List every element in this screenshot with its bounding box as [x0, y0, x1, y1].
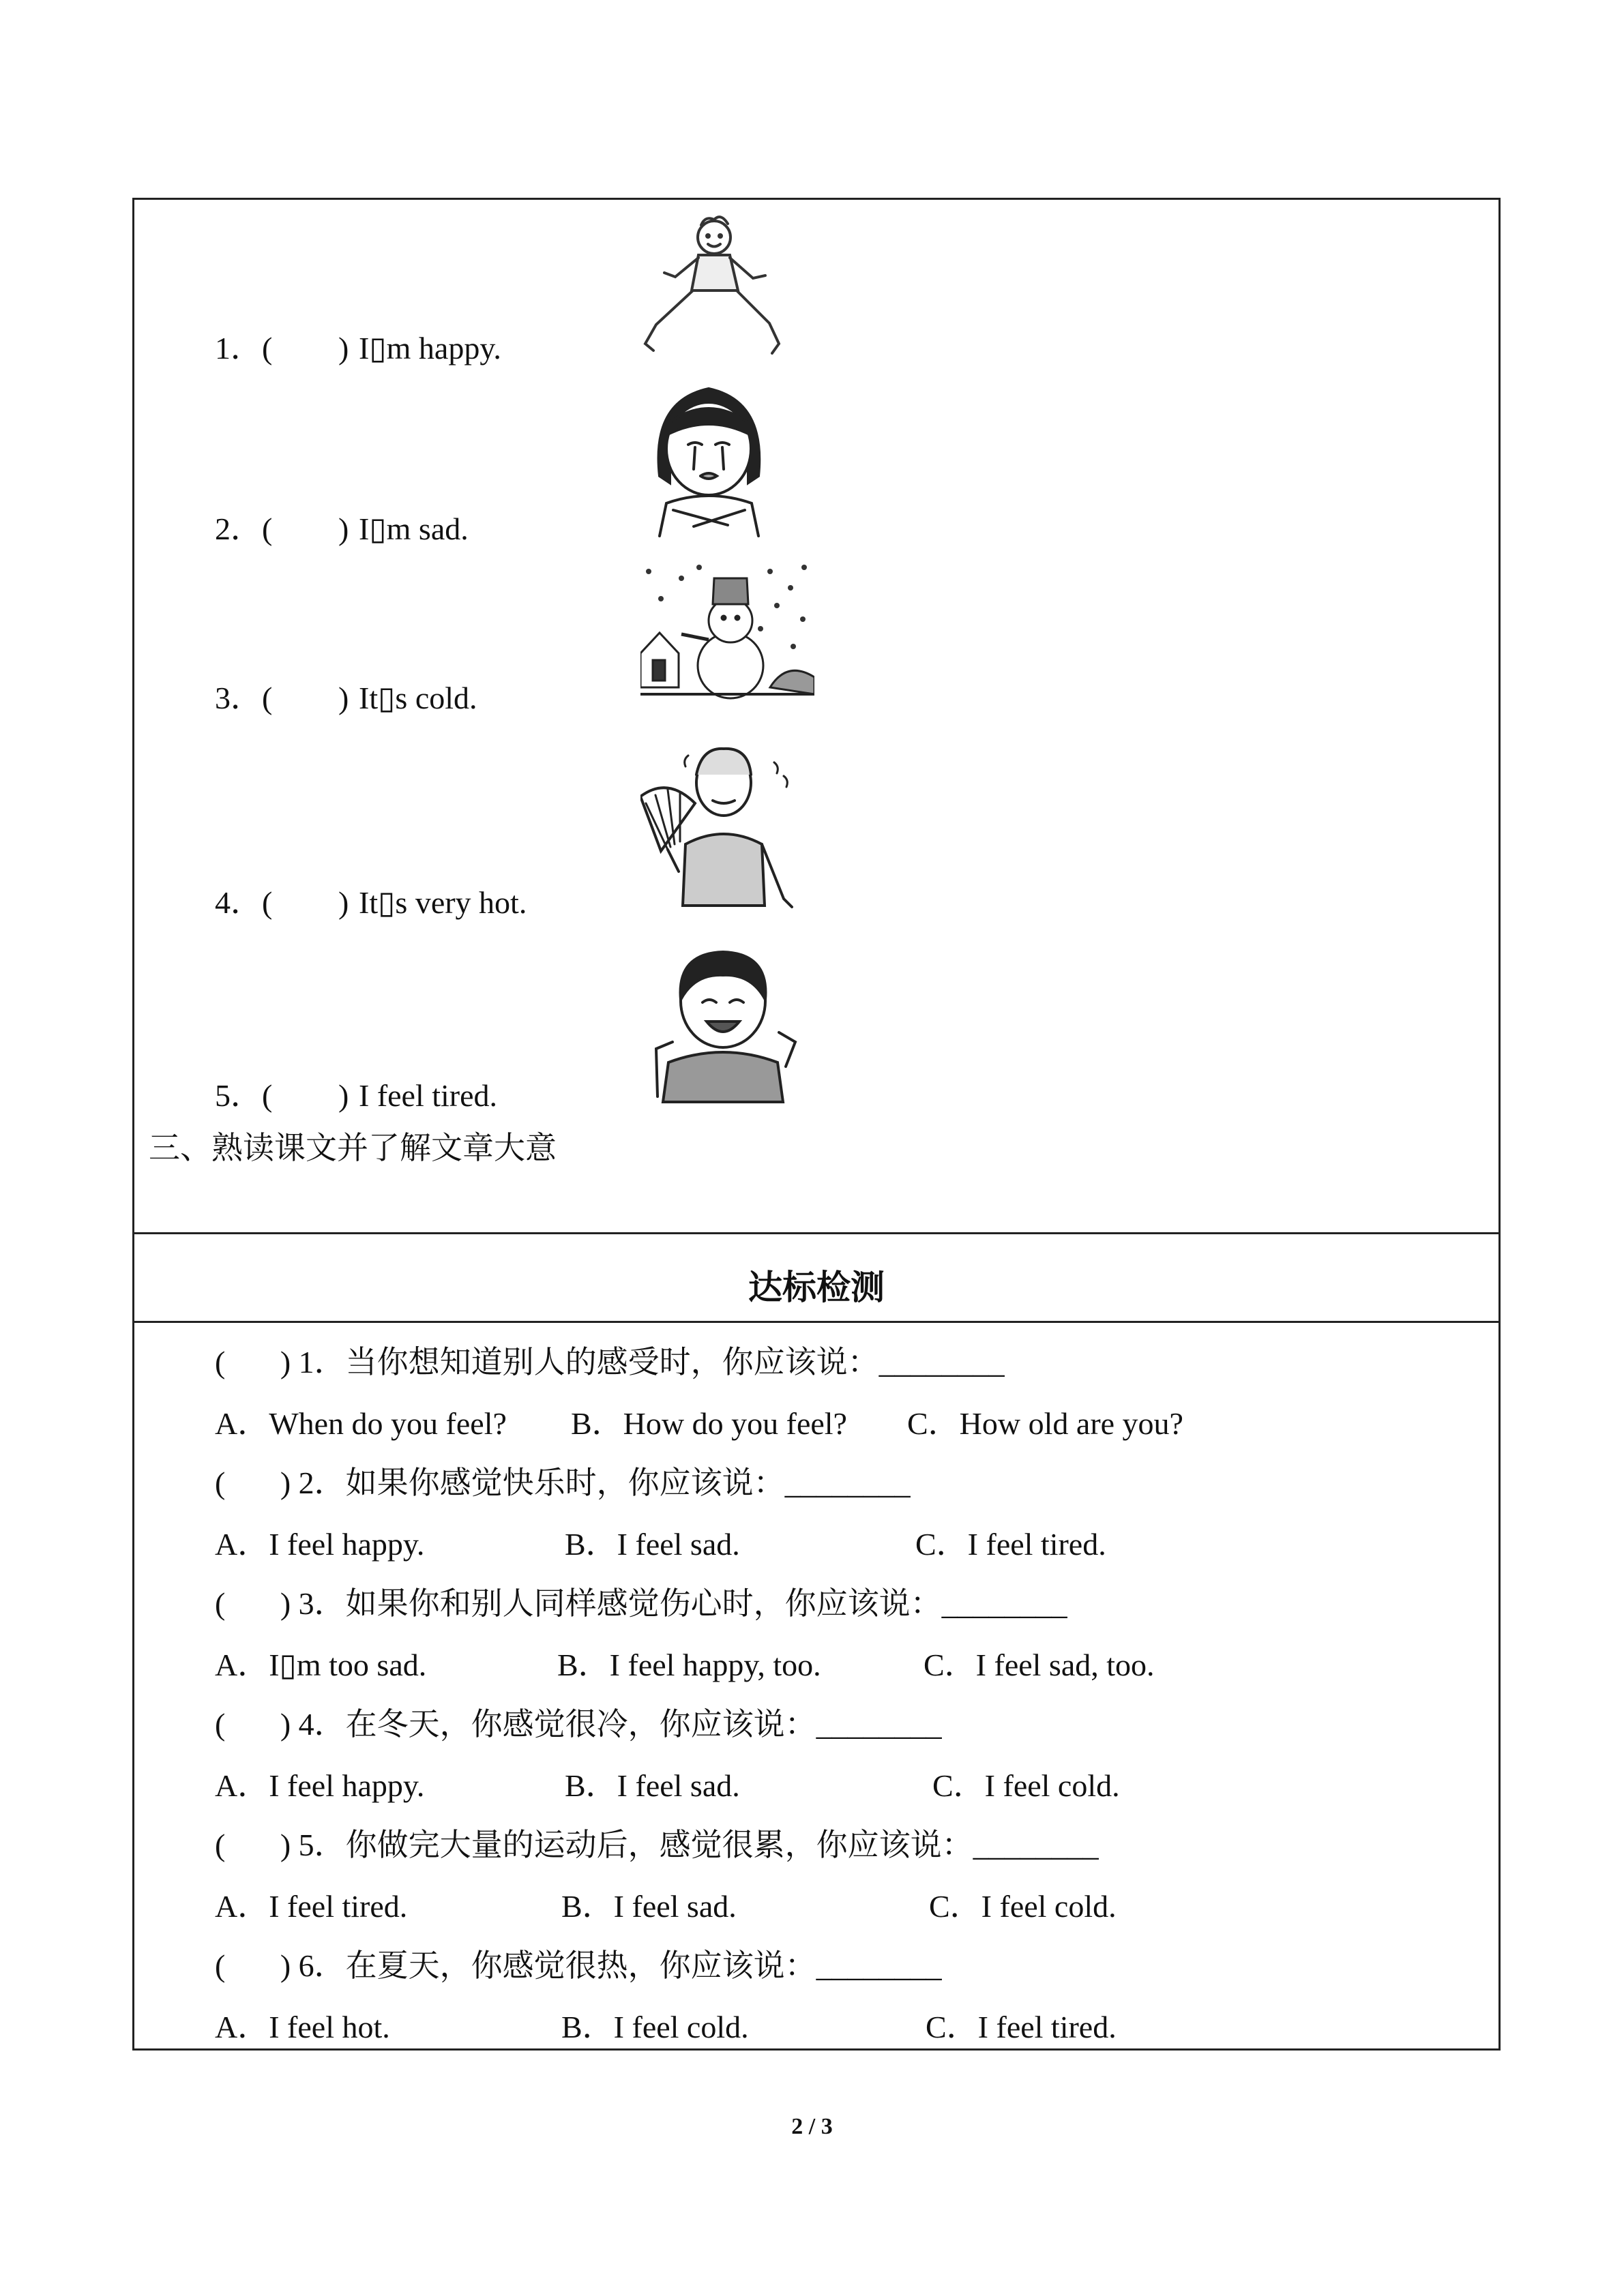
question-6: ( ) 6．在夏天，你感觉很热，你应该说：________ — [215, 1948, 942, 1983]
match-item-4-text: It▯s very hot. — [359, 885, 527, 920]
snowman-illustration — [640, 558, 814, 704]
match-item-4-close: ) — [338, 885, 349, 920]
match-item-3-number: 3．( — [215, 681, 273, 715]
question-5-option-b: B．I feel sad. — [561, 1889, 737, 1924]
question-2-option-c: C．I feel tired. — [915, 1527, 1106, 1562]
match-item-2-text: I▯m sad. — [359, 511, 469, 546]
match-item-1-text: I▯m happy. — [359, 331, 501, 366]
section-title-bar — [132, 1232, 1501, 1323]
match-item-5-text: I feel tired. — [359, 1078, 498, 1113]
matching-section — [132, 198, 1501, 1234]
question-4-option-c: C．I feel cold. — [932, 1768, 1120, 1803]
question-1-option-a: A．When do you feel? — [215, 1406, 507, 1441]
match-item-1-close: ) — [338, 331, 349, 366]
match-item-3-close: ) — [338, 681, 349, 715]
section-three-heading: 三、熟读课文并了解文章大意 — [149, 1131, 557, 1165]
hot-man-with-fan-illustration — [640, 735, 808, 912]
question-6-option-b: B．I feel cold. — [561, 2010, 749, 2044]
section-title: 达标检测 — [748, 1268, 885, 1307]
question-6-option-c: C．I feel tired. — [926, 2010, 1117, 2044]
question-5-option-a: A．I feel tired. — [215, 1889, 408, 1924]
question-1-option-c: C．How old are you? — [907, 1406, 1183, 1441]
question-4-option-b: B．I feel sad. — [565, 1768, 740, 1803]
question-3: ( ) 3．如果你和别人同样感觉伤心时，你应该说：________ — [215, 1586, 1067, 1621]
question-1: ( ) 1．当你想知道别人的感受时，你应该说：________ — [215, 1345, 1005, 1380]
question-4-option-a: A．I feel happy. — [215, 1768, 425, 1803]
question-2-option-a: A．I feel happy. — [215, 1527, 425, 1562]
page-number: 2 / 3 — [791, 2114, 833, 2139]
crying-girl-illustration — [646, 374, 772, 537]
question-1-option-b: B．How do you feel? — [571, 1406, 847, 1441]
question-4: ( ) 4．在冬天，你感觉很冷，你应该说：________ — [215, 1707, 942, 1742]
laughing-boy-illustration — [649, 940, 806, 1103]
match-item-1-number: 1．( — [215, 331, 273, 366]
match-item-2-number: 2．( — [215, 511, 273, 546]
question-3-option-c: C．I feel sad, too. — [924, 1648, 1155, 1682]
match-item-2-close: ) — [338, 511, 349, 546]
question-2: ( ) 2．如果你感觉快乐时，你应该说：________ — [215, 1465, 911, 1500]
question-5: ( ) 5．你做完大量的运动后，感觉很累，你应该说：________ — [215, 1828, 1099, 1862]
question-3-option-a: A．I▯m too sad. — [215, 1648, 427, 1682]
match-item-4-number: 4．( — [215, 885, 273, 920]
question-2-option-b: B．I feel sad. — [565, 1527, 740, 1562]
match-item-3-text: It▯s cold. — [359, 681, 477, 715]
match-item-5-number: 5．( — [215, 1078, 273, 1113]
match-item-5-close: ) — [338, 1078, 349, 1113]
question-5-option-c: C．I feel cold. — [929, 1889, 1117, 1924]
running-boy-illustration — [636, 210, 793, 367]
quiz-section — [132, 1321, 1501, 2051]
question-6-option-a: A．I feel hot. — [215, 2010, 390, 2044]
question-3-option-b: B．I feel happy, too. — [557, 1648, 821, 1682]
